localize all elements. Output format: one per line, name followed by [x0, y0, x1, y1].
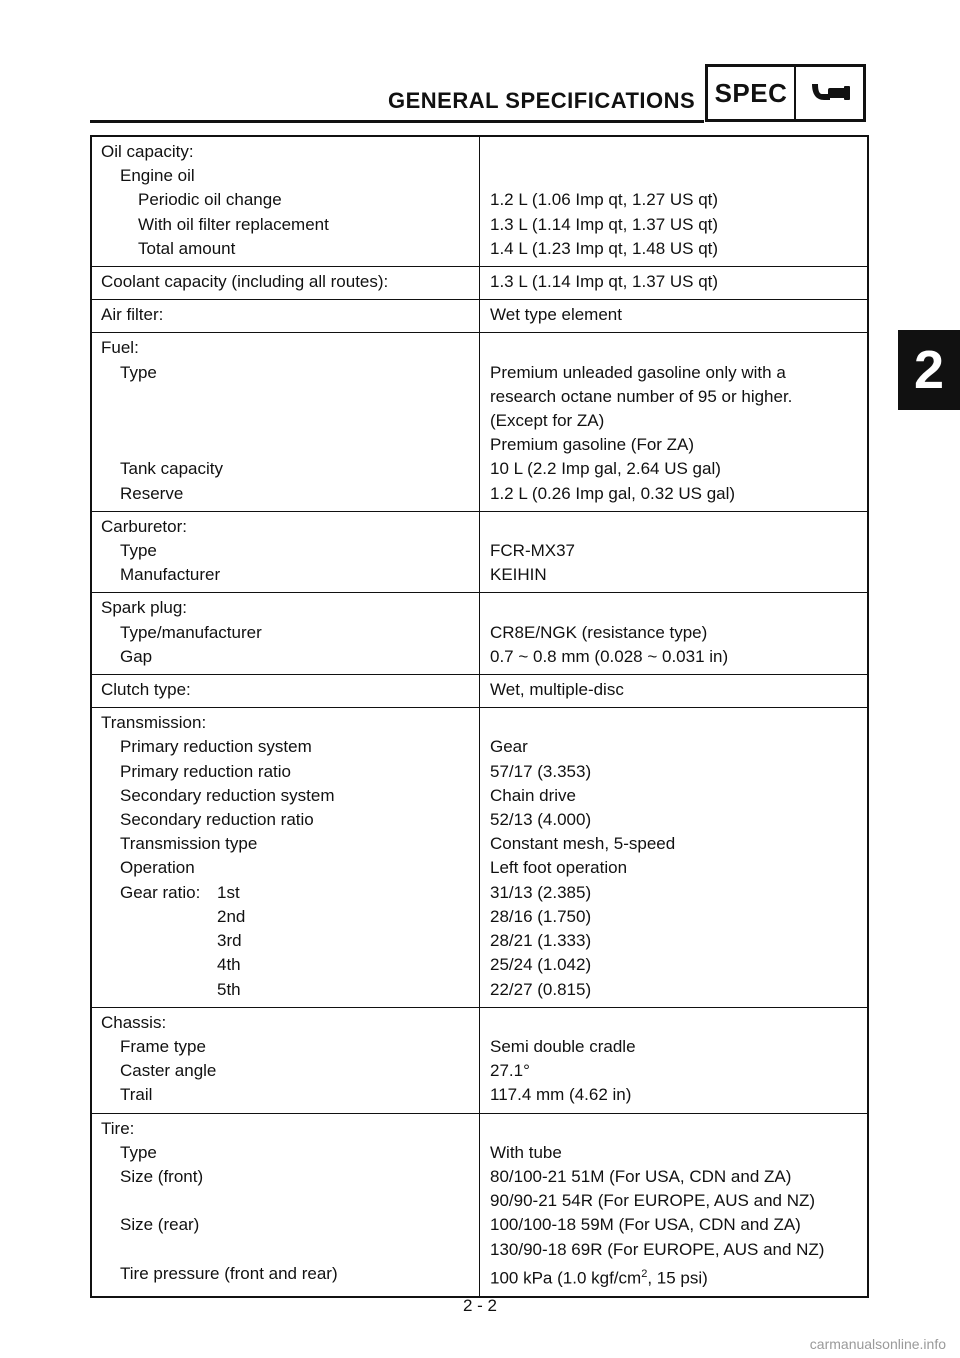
spec-value: Semi double cradle: [490, 1036, 636, 1056]
spec-row: [92, 270, 867, 294]
spec-value: research octane number of 95 or higher.: [490, 386, 793, 406]
spec-label: [92, 1238, 480, 1262]
spec-label: Coolant capacity (including all routes):: [101, 272, 389, 292]
spec-row: [92, 711, 867, 735]
spec-value: 90/90-21 54R (For EUROPE, AUS and NZ): [490, 1191, 816, 1211]
spec-row: [92, 1262, 867, 1291]
spec-row: [92, 1035, 867, 1059]
spec-row: [92, 140, 867, 164]
spec-row: [92, 953, 867, 977]
spec-value: Wet, multiple-disc: [490, 680, 624, 700]
spec-row: [92, 735, 867, 759]
chapter-tab[interactable]: 2: [898, 330, 960, 410]
spec-label: Type: [120, 541, 157, 561]
spec-row: [92, 856, 867, 880]
spec-badge-label: SPEC: [708, 67, 796, 119]
spec-value: 28/21 (1.333): [490, 931, 592, 951]
spec-value: 1.2 L (0.26 Imp gal, 0.32 US gal): [490, 483, 736, 503]
spec-value: [480, 1262, 867, 1291]
gear-name: 3rd: [217, 931, 242, 951]
spec-value: [480, 596, 867, 620]
spec-row: [92, 164, 867, 188]
spec-value: Left foot operation: [490, 858, 628, 878]
spec-label: Total amount: [138, 238, 236, 258]
gear-ratio-label: Gear ratio:: [120, 882, 201, 902]
spec-row: [92, 433, 867, 457]
spec-value: 22/27 (0.815): [490, 979, 592, 999]
spec-row: [92, 385, 867, 409]
spec-value-main: 100 kPa (1.0 kgf/cm: [490, 1268, 642, 1288]
spec-section: [92, 332, 867, 510]
superscript: 2: [641, 1267, 648, 1280]
spec-label: Fuel:: [101, 338, 139, 358]
gear-name: 5th: [217, 979, 241, 999]
spec-row: [92, 832, 867, 856]
spec-row: [92, 645, 867, 669]
spec-row: [92, 881, 867, 905]
spec-row: [92, 905, 867, 929]
spec-row: [92, 1189, 867, 1213]
spec-value-tail: , 15 psi): [647, 1268, 708, 1288]
watermark: carmanualsonline.info: [809, 1336, 946, 1352]
spec-section: [92, 707, 867, 1006]
spec-row: [92, 929, 867, 953]
spec-row: [92, 596, 867, 620]
spec-label: Type: [120, 362, 157, 382]
spec-label: Transmission type: [120, 834, 258, 854]
spec-label: With oil filter replacement: [138, 214, 329, 234]
spec-row: [92, 563, 867, 587]
spec-table: [90, 135, 869, 1298]
spec-row: [92, 303, 867, 327]
spec-value: 130/90-18 69R (For EUROPE, AUS and NZ): [490, 1239, 825, 1259]
spec-value: 57/17 (3.353): [490, 761, 592, 781]
spec-row: [92, 237, 867, 261]
spec-section: [92, 266, 867, 299]
spec-label: Operation: [120, 858, 195, 878]
spec-label: Secondary reduction system: [120, 785, 335, 805]
spec-value: With tube: [490, 1142, 562, 1162]
spec-section: [92, 1113, 867, 1296]
spec-value: Gear: [490, 737, 528, 757]
spec-row: [92, 515, 867, 539]
spec-value: 0.7 ~ 0.8 mm (0.028 ~ 0.031 in): [490, 646, 729, 666]
spec-value: 1.3 L (1.14 Imp qt, 1.37 US qt): [490, 272, 719, 292]
spec-label: Size (rear): [120, 1215, 200, 1235]
spec-value: [480, 140, 867, 164]
spec-label: Size (front): [120, 1166, 204, 1186]
spec-value: Chain drive: [490, 785, 576, 805]
spec-label: Gap: [120, 646, 153, 666]
spec-label: Primary reduction system: [120, 737, 312, 757]
spec-label: [92, 409, 480, 433]
spec-label: Chassis:: [101, 1012, 167, 1032]
spec-row: [92, 1165, 867, 1189]
spec-row: [92, 336, 867, 360]
spec-value: CR8E/NGK (resistance type): [490, 622, 708, 642]
spec-value: 117.4 mm (4.62 in): [490, 1085, 632, 1105]
spec-row: [92, 1117, 867, 1141]
spec-value: 52/13 (4.000): [490, 810, 592, 830]
spec-section: [92, 674, 867, 707]
spec-value: 1.2 L (1.06 Imp qt, 1.27 US qt): [490, 190, 719, 210]
spec-label: Oil capacity:: [101, 142, 194, 161]
gear-name: 4th: [217, 955, 241, 975]
spec-label: Reserve: [120, 483, 184, 503]
spec-value: 80/100-21 51M (For USA, CDN and ZA): [490, 1166, 792, 1186]
spec-value: 27.1°: [490, 1061, 530, 1081]
gear-name: 1st: [217, 882, 240, 902]
spec-value: 1.4 L (1.23 Imp qt, 1.48 US qt): [490, 238, 719, 258]
spec-row: [92, 457, 867, 481]
spec-label: [92, 978, 480, 1002]
spec-row: [92, 482, 867, 506]
spec-value: 100/100-18 59M (For USA, CDN and ZA): [490, 1215, 801, 1235]
page-number: 2 - 2: [462, 1296, 498, 1315]
spec-label: Periodic oil change: [138, 190, 282, 210]
spec-row: [92, 678, 867, 702]
spec-label: [92, 929, 480, 953]
spec-row: [92, 1213, 867, 1237]
gear-name: 2nd: [217, 906, 246, 926]
spec-label: Carburetor:: [101, 516, 187, 536]
spec-row: [92, 978, 867, 1002]
spec-label: [92, 433, 480, 457]
spec-value: [480, 164, 867, 188]
spec-value: Premium unleaded gasoline only with a: [490, 362, 786, 382]
header-rule: [90, 120, 704, 123]
spec-label: Type: [120, 1142, 157, 1162]
spec-label: Tire pressure (front and rear): [120, 1263, 338, 1283]
spec-row: [92, 760, 867, 784]
spec-row: [92, 1059, 867, 1083]
spec-section: [92, 1007, 867, 1113]
spec-label: Manufacturer: [120, 565, 221, 585]
spec-label: [92, 385, 480, 409]
spec-value: Premium gasoline (For ZA): [490, 435, 695, 455]
spec-label: Tank capacity: [120, 459, 223, 479]
spec-row: [92, 808, 867, 832]
spec-label: Caster angle: [120, 1061, 217, 1081]
spec-label: Air filter:: [101, 305, 164, 325]
spec-label: Frame type: [120, 1036, 206, 1056]
spec-row: [92, 1238, 867, 1262]
spec-value: 28/16 (1.750): [490, 906, 592, 926]
spec-value: [480, 711, 867, 735]
spec-label: [92, 1189, 480, 1213]
spec-value: 25/24 (1.042): [490, 955, 592, 975]
spec-badge: [705, 64, 866, 122]
spec-label: Trail: [120, 1085, 153, 1105]
wrench-icon: [796, 67, 863, 119]
spec-value: [480, 1117, 867, 1141]
spec-label: Clutch type:: [101, 680, 191, 700]
spec-label: Primary reduction ratio: [120, 761, 292, 781]
page-title: GENERAL SPECIFICATIONS: [388, 88, 696, 113]
spec-row: [92, 213, 867, 237]
spec-value: [480, 1011, 867, 1035]
spec-label: Type/manufacturer: [120, 622, 262, 642]
spec-value: KEIHIN: [490, 565, 547, 585]
spec-value: 31/13 (2.385): [490, 882, 592, 902]
spec-label: Secondary reduction ratio: [120, 810, 314, 830]
spec-value: 10 L (2.2 Imp gal, 2.64 US gal): [490, 459, 721, 479]
spec-label: Spark plug:: [101, 598, 187, 618]
spec-value: Constant mesh, 5-speed: [490, 834, 676, 854]
spec-value: (Except for ZA): [490, 411, 605, 431]
spec-value: [480, 336, 867, 360]
spec-row: [92, 361, 867, 385]
spec-row: [92, 539, 867, 563]
spec-value: Wet type element: [490, 305, 622, 325]
spec-label: [92, 905, 480, 929]
spec-label: Transmission:: [101, 713, 207, 733]
spec-section: [92, 592, 867, 674]
spec-row: [92, 621, 867, 645]
spec-label: [92, 953, 480, 977]
spec-row: [92, 1141, 867, 1165]
spec-section: [92, 299, 867, 332]
spec-row: [92, 409, 867, 433]
spec-row: [92, 1011, 867, 1035]
spec-label: [92, 881, 480, 905]
spec-label: Tire:: [101, 1118, 135, 1138]
spec-row: [92, 1083, 867, 1107]
spec-row: [92, 784, 867, 808]
spec-section: [92, 137, 867, 266]
spec-value: 1.3 L (1.14 Imp qt, 1.37 US qt): [490, 214, 719, 234]
spec-label: Engine oil: [120, 166, 195, 186]
spec-value: FCR-MX37: [490, 541, 576, 561]
spec-section: [92, 511, 867, 593]
spec-value: [480, 515, 867, 539]
spec-row: [92, 188, 867, 212]
